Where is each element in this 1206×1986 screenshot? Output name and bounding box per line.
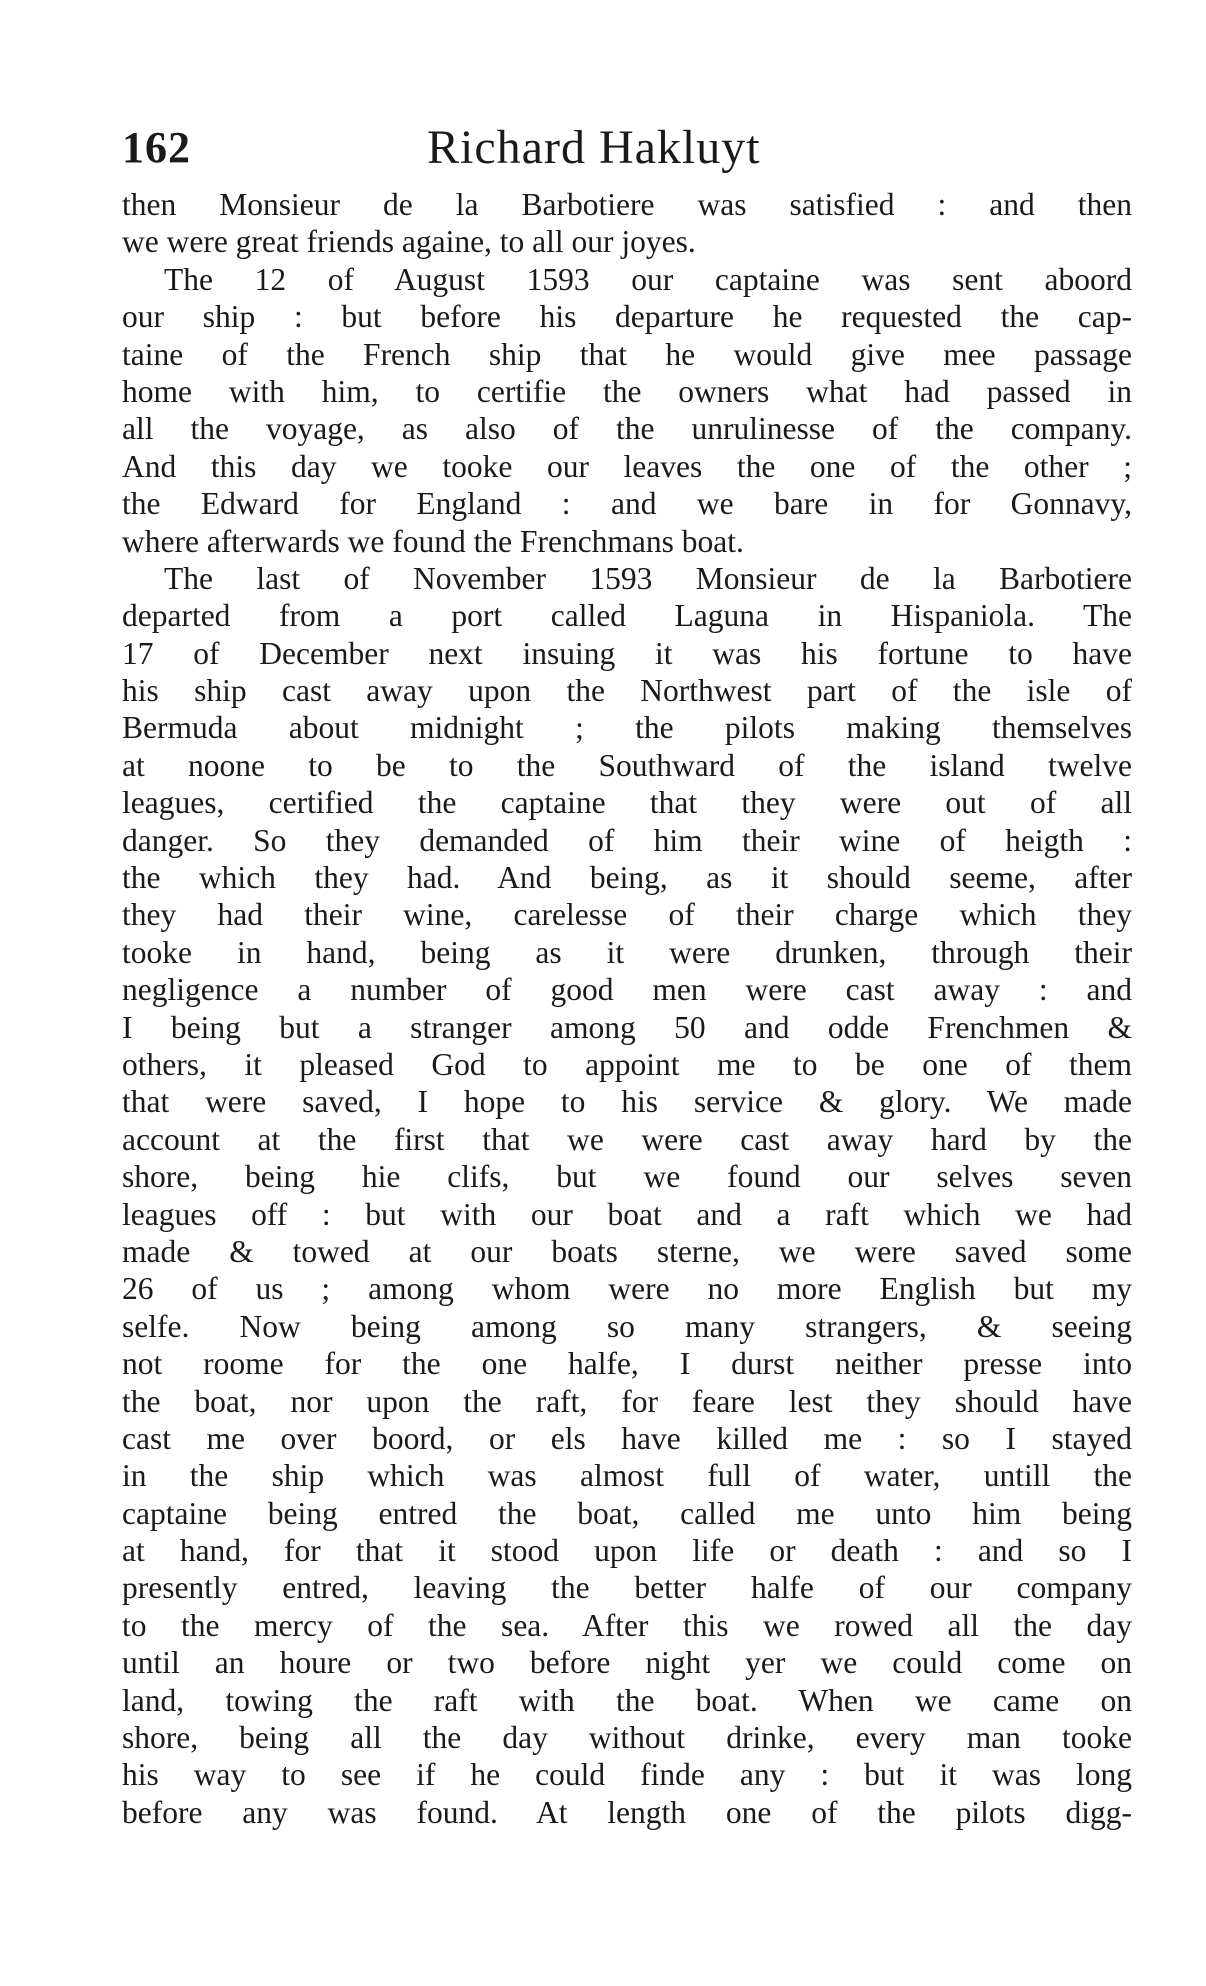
page-header [122, 118, 1132, 178]
text-line: all the voyage, as also of the unrulinesse of the company. [122, 411, 1132, 447]
text-line: cast me over boord, or els have killed me : so I stayed [122, 1420, 1132, 1456]
text-line: where afterwards we found the Frenchmans boat. [122, 523, 744, 559]
text-line: danger. So they demanded of him their wine of heigth : [122, 822, 1132, 858]
text-line: captaine being entred the boat, called me unto him being [122, 1495, 1132, 1531]
running-head: Richard Hakluyt [427, 121, 761, 174]
text-line: to the mercy of the sea. After this we rowed all the day [122, 1607, 1132, 1643]
text-line: at hand, for that it stood upon life or death : and so I [122, 1533, 1132, 1569]
text-line: Bermuda about midnight ; the pilots making themselves [122, 710, 1132, 746]
text-line: taine of the French ship that he would give mee passage [122, 336, 1132, 372]
text-line: shore, being hie clifs, but we found our selves seven [122, 1159, 1132, 1195]
text-line: until an houre or two before night yer we could come on [122, 1645, 1132, 1681]
text-line: selfe. Now being among so many strangers, & seeing [122, 1308, 1132, 1344]
text-line: presently entred, leaving the better halfe of our company [122, 1570, 1132, 1606]
text-line: the Edward for England : and we bare in for Gonnavy, [122, 486, 1132, 522]
text-line: 26 of us ; among whom were no more English but my [122, 1271, 1132, 1307]
text-line: our ship : but before his departure he requested the cap- [122, 299, 1132, 335]
text-line: The last of November 1593 Monsieur de la Barbotiere [164, 560, 1132, 596]
text-line: 17 of December next insuing it was his fortune to have [122, 635, 1132, 671]
text-line: others, it pleased God to appoint me to be one of them [122, 1046, 1132, 1082]
text-line: leagues, certified the captaine that they were out of all [122, 785, 1132, 821]
body-text [122, 186, 1132, 1831]
text-line: his way to see if he could finde any : but it was long [122, 1757, 1132, 1793]
text-line: leagues off : but with our boat and a raft which we had [122, 1196, 1132, 1232]
text-line: shore, being all the day without drinke, every man tooke [122, 1720, 1132, 1756]
text-line: that were saved, I hope to his service & glory. We made [122, 1084, 1132, 1120]
page-number: 162 [122, 123, 191, 172]
text-line: they had their wine, carelesse of their charge which they [122, 897, 1132, 933]
text-line: the boat, nor upon the raft, for feare lest they should have [122, 1383, 1132, 1419]
text-line: made & towed at our boats sterne, we were saved some [122, 1233, 1132, 1269]
text-line: we were great friends againe, to all our joyes. [122, 224, 696, 260]
text-line: not roome for the one halfe, I durst neither presse into [122, 1346, 1132, 1382]
text-line: in the ship which was almost full of water, untill the [122, 1458, 1132, 1494]
text-line: negligence a number of good men were cast away : and [122, 972, 1132, 1008]
text-line: departed from a port called Laguna in Hispaniola. The [122, 598, 1132, 634]
text-line: account at the first that we were cast away hard by the [122, 1121, 1132, 1157]
text-line: the which they had. And being, as it should seeme, after [122, 860, 1132, 896]
text-line: land, towing the raft with the boat. When we came on [122, 1682, 1132, 1718]
text-line: his ship cast away upon the Northwest part of the isle of [122, 673, 1132, 709]
text-line: tooke in hand, being as it were drunken, through their [122, 934, 1132, 970]
text-line: then Monsieur de la Barbotiere was satisfied : and then [122, 187, 1132, 222]
text-line: I being but a stranger among 50 and odde Frenchmen & [122, 1009, 1132, 1045]
text-line: home with him, to certifie the owners what had passed in [122, 373, 1132, 409]
text-line: And this day we tooke our leaves the one of the other ; [122, 448, 1132, 484]
text-line: The 12 of August 1593 our captaine was sent aboord [164, 261, 1132, 297]
text-line: at noone to be to the Southward of the island twelve [122, 747, 1132, 783]
text-line: before any was found. At length one of the pilots digg- [122, 1794, 1132, 1830]
